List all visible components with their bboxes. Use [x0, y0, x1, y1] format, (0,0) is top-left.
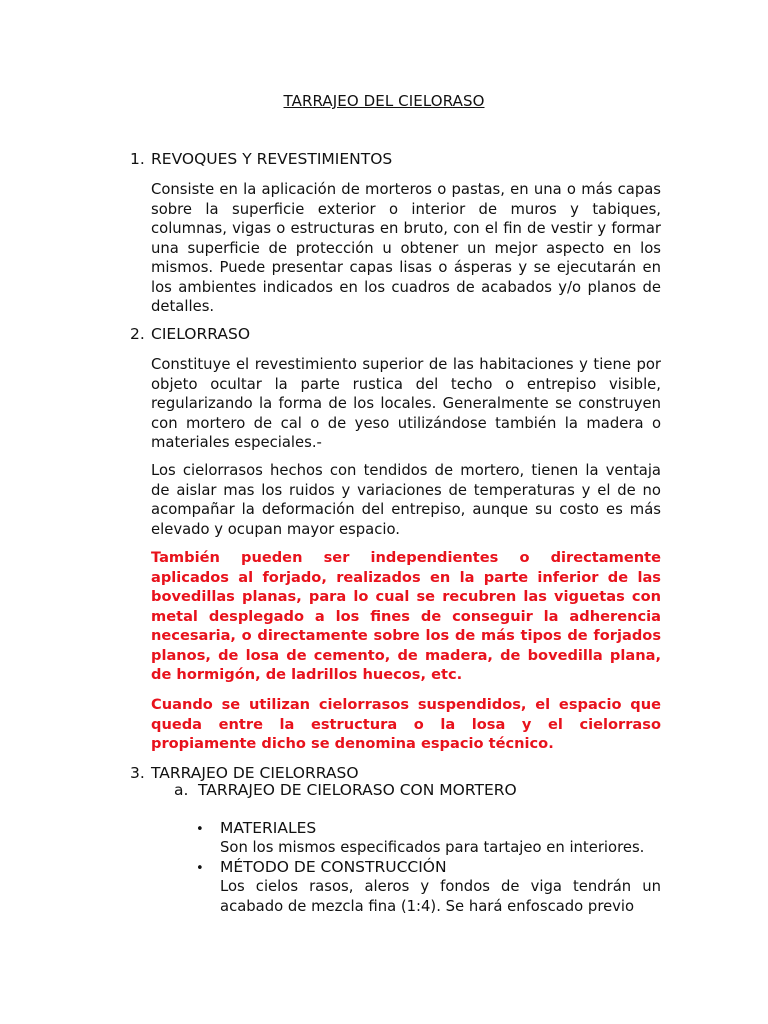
bullet-marker: •: [196, 861, 204, 876]
section-2-paragraph-2: Los cielorrasos hechos con tendidos de mortero, tienen la ventaja de aislar mas los ruidos y variaciones de temperaturas y el de no acompañar la deformación del entrepiso, aunque su costo es más elevado y ocupan mayor espacio.: [151, 462, 661, 538]
bullet-metodo: [196, 858, 447, 878]
section-3a-heading: [174, 781, 517, 800]
section-2-number: 2.: [130, 325, 145, 343]
bullet-metodo-title: MÉTODO DE CONSTRUCCIÓN: [220, 858, 447, 876]
section-2-paragraph-4-highlight: Cuando se utilizan cielorrasos suspendidos, el espacio que queda entre la estructura o la losa y el cielorraso propiamente dicho se denomina espacio técnico.: [151, 696, 661, 752]
section-2-paragraph-1: Constituye el revestimiento superior de las habitaciones y tiene por objeto ocultar la parte rustica del techo o entrepiso visible, regularizando la forma de los locales. Generalmente se construyen con mortero de cal o de yeso utilizándose también la madera o materiales especiales.-: [151, 356, 661, 451]
section-1-heading: [130, 150, 392, 169]
document-title: TARRAJEO DEL CIELORASO: [283, 92, 485, 110]
section-2-title: CIELORRASO: [151, 325, 251, 343]
section-3a-letter: a.: [174, 781, 189, 799]
section-1-number: 1.: [130, 150, 145, 168]
bullet-marker: •: [196, 822, 204, 837]
section-3-number: 3.: [130, 764, 145, 782]
bullet-materiales: [196, 819, 316, 839]
section-3-title: TARRAJEO DE CIELORRASO: [151, 764, 359, 782]
bullet-materiales-text: Son los mismos especificados para tartajeo en interiores.: [220, 839, 645, 856]
section-1-paragraph-1: Consiste en la aplicación de morteros o pastas, en una o más capas sobre la superficie exterior o interior de muros y tabiques, columnas, vigas o estructuras en bruto, con el fin de vestir y formar una superficie de protección u obtener un mejor aspecto en los mismos. Puede presentar capas lisas o ásperas y se ejecutarán en los ambientes indicados en los cuadros de acabados y/o planos de detalles.: [151, 181, 661, 315]
section-2-paragraph-3-highlight: También pueden ser independientes o directamente aplicados al forjado, realizados en la parte inferior de las bovedillas planas, para lo cual se recubren las viguetas con metal desplegado a los fines de conseguir la adherencia necesaria, o directamente sobre los de más tipos de forjados planos, de losa de cemento, de madera, de bovedilla plana, de hormigón, de ladrillos huecos, etc.: [151, 549, 661, 683]
section-1-title: REVOQUES Y REVESTIMIENTOS: [151, 150, 393, 168]
bullet-materiales-title: MATERIALES: [220, 819, 317, 837]
section-2-heading: [130, 325, 250, 344]
section-3a-title: TARRAJEO DE CIELORASO CON MORTERO: [198, 781, 517, 799]
bullet-metodo-text: Los cielos rasos, aleros y fondos de viga tendrán un acabado de mezcla fina (1:4). Se hará enfoscado previo: [220, 878, 661, 915]
